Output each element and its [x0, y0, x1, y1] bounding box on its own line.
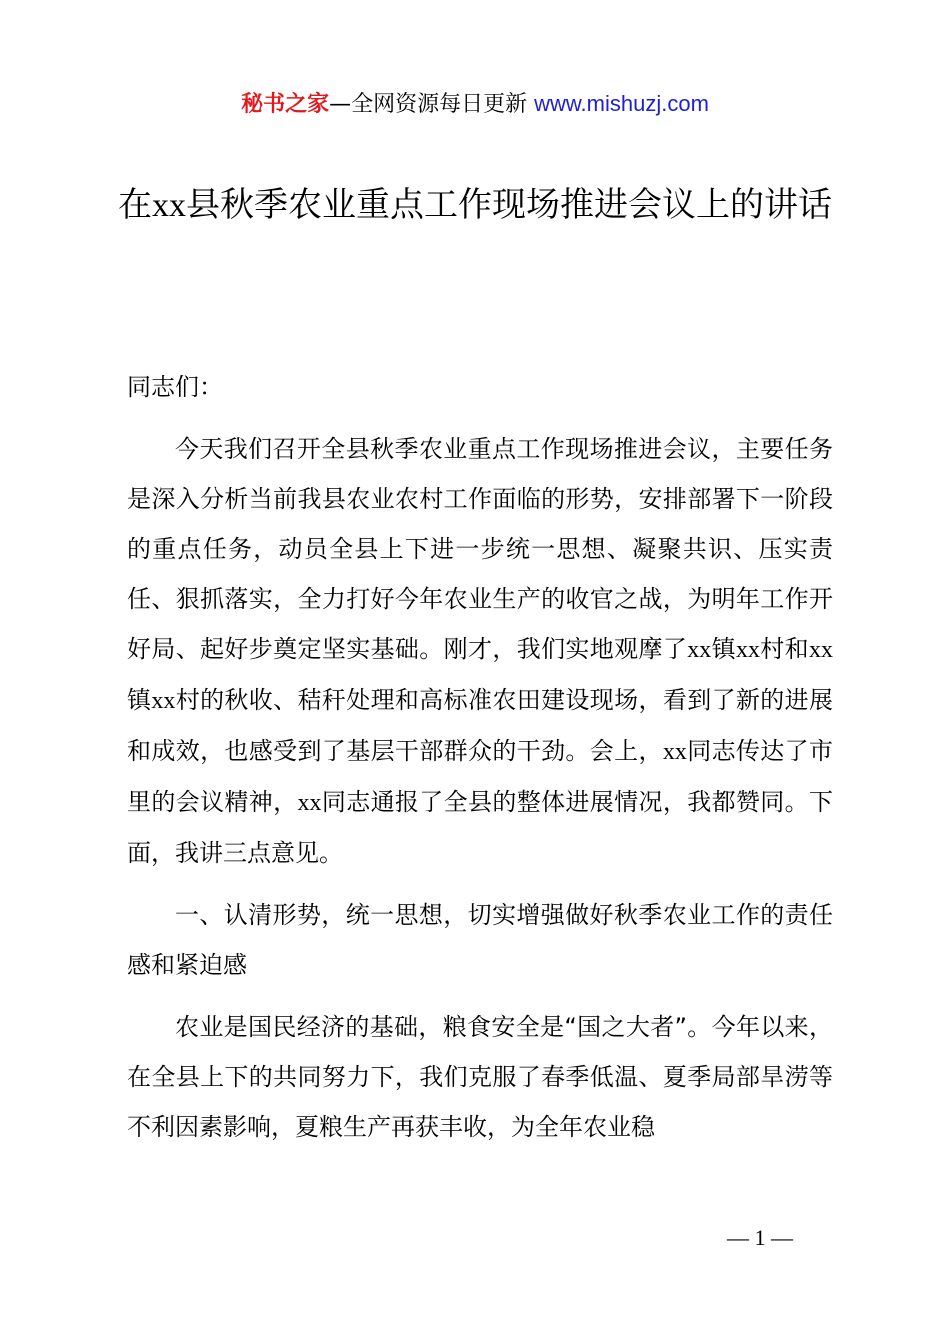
document-body [127, 362, 833, 1164]
site-url-link[interactable]: www.mishuzj.com [534, 91, 709, 116]
brand-name: 秘书之家 [241, 92, 330, 117]
site-header [0, 88, 950, 121]
page-number: — 1 — [727, 1225, 793, 1250]
header-tagline: —全网资源每日更新 [329, 92, 528, 117]
salutation: 同志们： [127, 373, 223, 401]
paragraph-section-1: 农业是国民经济的基础，粮食安全是“国之大者”。今年以来，在全县上下的共同努力下，我们克服了春季低温、夏季局部旱涝等不利因素影响，夏粮生产再获丰收，为全年农业稳 [127, 1013, 833, 1141]
document-title: 在xx县秋季农业重点工作现场推进会议上的讲话 [118, 185, 832, 225]
paragraph-intro: 今天我们召开全县秋季农业重点工作现场推进会议，主要任务是深入分析当前我县农业农村工作面临的形势，安排部署下一阶段的重点任务，动员全县上下进一步统一思想、凝聚共识、压实责任、狠抓落实，全力打好今年农业生产的收官之战，为明年工作开好局、起好步奠定坚实基础。刚才，我们实地观摩了xx镇xx村和xx镇xx村的秋收、秸秆处理和高标准农田建设现场，看到了新的进展和成效，也感受到了基层干部群众的干劲。会上，xx同志传达了市里的会议精神，xx同志通报了全县的整体进展情况，我都赞同。下面，我讲三点意见。 [127, 435, 834, 867]
section-heading-1: 一、认清形势，统一思想，切实增强做好秋季农业工作的责任感和紧迫感 [127, 901, 833, 979]
